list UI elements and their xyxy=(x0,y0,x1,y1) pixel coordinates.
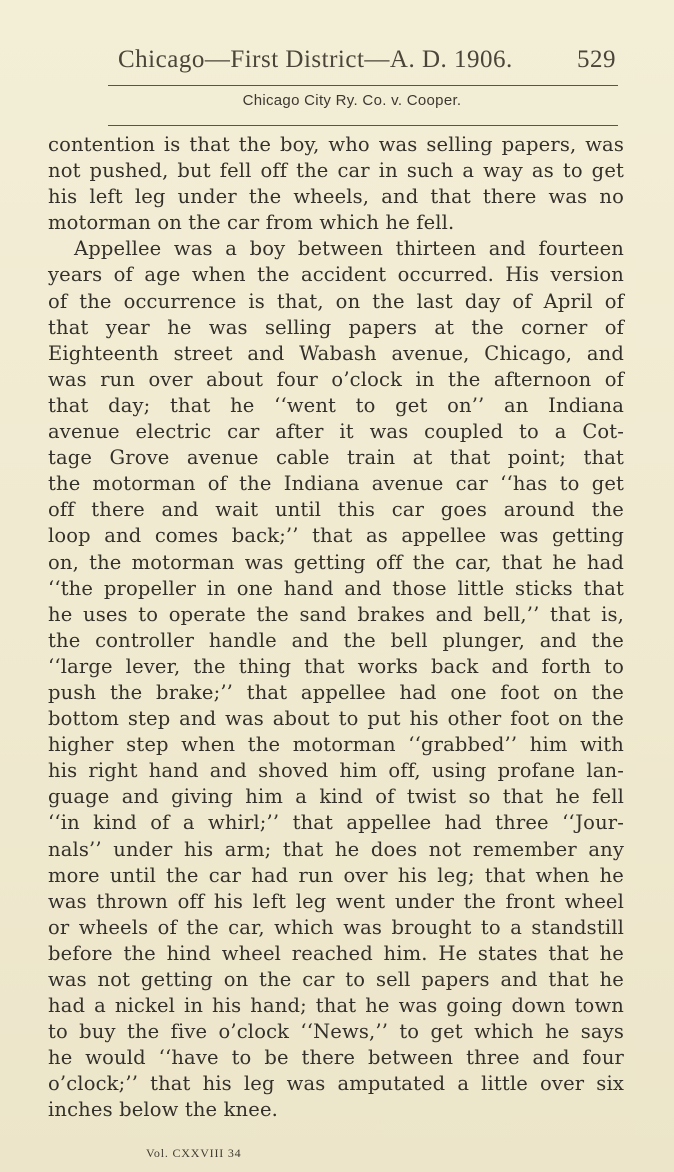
text-line: Eighteenth street and Wabash avenue, Chicago, and xyxy=(48,341,624,365)
text-line: loop and comes back;’’ that as appellee was getting xyxy=(48,524,624,548)
running-head xyxy=(48,46,626,80)
text-line: ‘‘the propeller in one hand and those little sticks that xyxy=(48,576,624,600)
signature-mark: Vol. CXXVIII 34 xyxy=(146,1146,242,1160)
text-line: off there and wait until this car goes around the xyxy=(48,498,624,522)
body-text xyxy=(48,132,624,1124)
text-line: more until the car had run over his leg; that when he xyxy=(48,863,624,887)
text-line: motorman on the car from which he fell. xyxy=(48,211,455,235)
text-line: not pushed, but fell off the car in such a way as to get xyxy=(48,159,624,183)
text-line: push the brake;’’ that appellee had one foot on the xyxy=(48,680,624,704)
header-rule-bottom xyxy=(108,125,618,126)
paragraph-start-line: Appellee was a boy between thirteen and fourteen xyxy=(74,237,624,261)
text-line: he would ‘‘have to be there between three and four xyxy=(48,1046,624,1070)
text-line: the controller handle and the bell plunger, and the xyxy=(48,628,624,652)
text-line: bottom step and was about to put his other foot on the xyxy=(48,707,624,731)
text-line: years of age when the accident occurred. His version xyxy=(48,263,624,287)
text-line: to buy the five o’clock ‘‘News,’’ to get which he says xyxy=(48,1020,624,1044)
text-line: that year he was selling papers at the corner of xyxy=(48,315,624,339)
text-line: had a nickel in his hand; that he was going down town xyxy=(48,994,624,1018)
text-line: before the hind wheel reached him. He states that he xyxy=(48,941,624,965)
text-line: his right hand and shoved him off, using profane lan- xyxy=(48,759,624,783)
text-line: he uses to operate the sand brakes and bell,’’ that is, xyxy=(48,602,624,626)
text-line: higher step when the motorman ‘‘grabbed’’ him with xyxy=(48,733,624,757)
header-rule-top xyxy=(108,85,618,86)
text-line: that day; that he ‘‘went to get on’’ an Indiana xyxy=(48,393,624,417)
text-line: his left leg under the wheels, and that there was no xyxy=(48,185,624,209)
text-line: contention is that the boy, who was selling papers, was xyxy=(48,133,624,156)
text-line: inches below the knee. xyxy=(48,1098,278,1122)
text-line: avenue electric car after it was coupled to a Cot- xyxy=(48,420,624,444)
text-line: on, the motorman was getting off the car, that he had xyxy=(48,550,624,574)
text-line: tage Grove avenue cable train at that point; that xyxy=(48,446,624,470)
text-line: was not getting on the car to sell papers and that he xyxy=(48,968,624,991)
text-line: o’clock;’’ that his leg was amputated a little over six xyxy=(48,1072,624,1096)
case-caption: Chicago City Ry. Co. v. Cooper. xyxy=(242,92,462,109)
running-head-title: Chicago—First District—A. D. 1906. xyxy=(118,46,513,73)
text-line: the motorman of the Indiana avenue car ‘‘has to get xyxy=(48,472,624,496)
text-line: guage and giving him a kind of twist so that he fell xyxy=(48,785,624,809)
text-line: ‘‘large lever, the thing that works back and forth to xyxy=(48,654,624,678)
page-number: 529 xyxy=(577,46,616,73)
text-line: was thrown off his left leg went under the front wheel xyxy=(48,889,624,913)
text-line: was run over about four o’clock in the afternoon of xyxy=(48,367,624,391)
text-line: ‘‘in kind of a whirl;’’ that appellee had three ‘‘Jour- xyxy=(48,811,624,835)
text-line: of the occurrence is that, on the last day of April of xyxy=(48,289,624,313)
text-line: or wheels of the car, which was brought to a standstill xyxy=(48,915,624,939)
text-line: nals’’ under his arm; that he does not remember any xyxy=(48,837,624,861)
